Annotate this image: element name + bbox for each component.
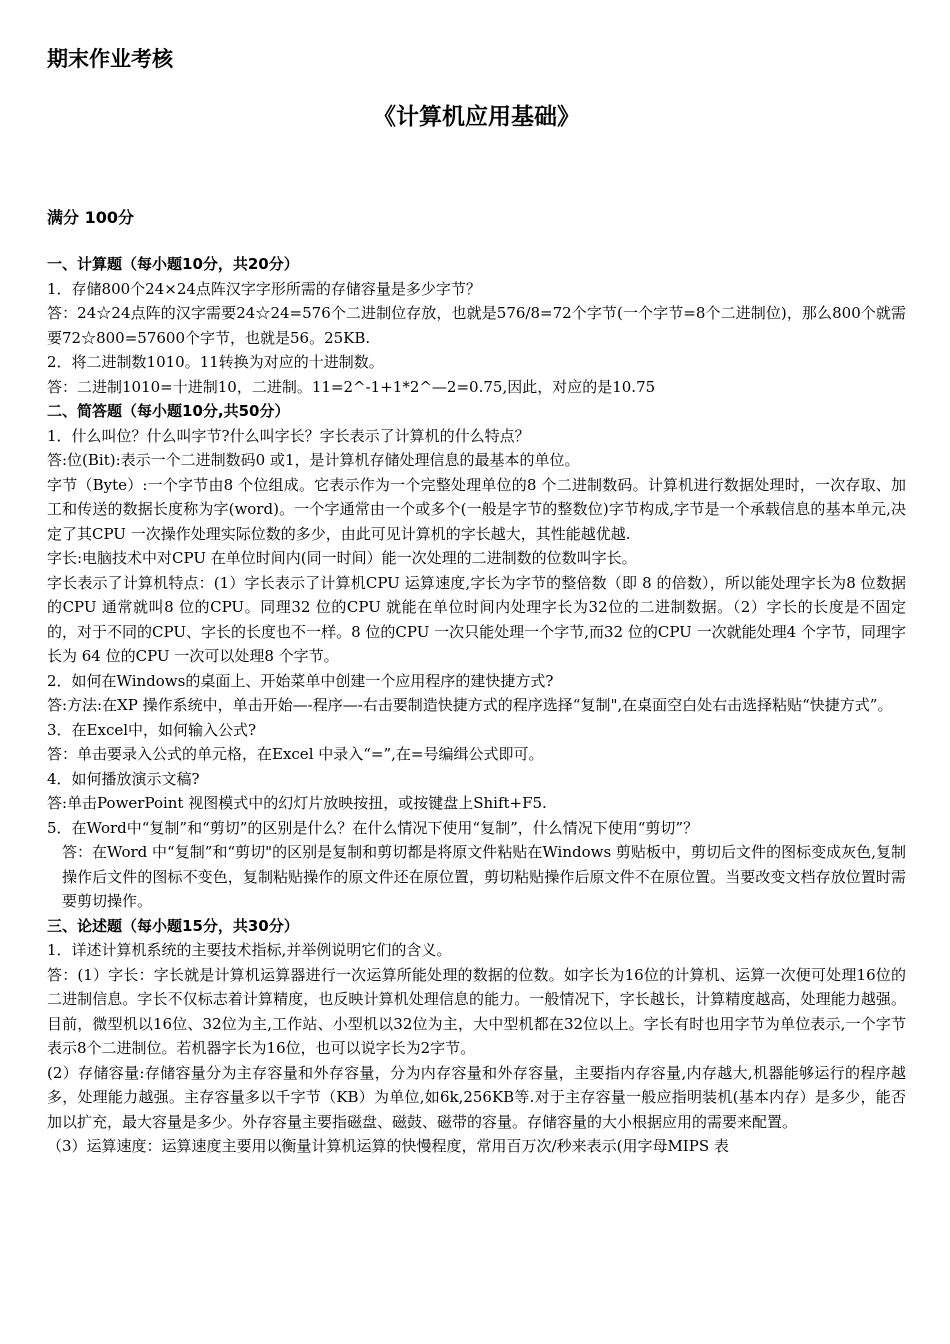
paragraph: 答:方法:在XP 操作系统中，单击开始—-程序—-右击要制造快捷方式的程序选择“复制",在桌面空白处右击选择粘贴“快捷方式”。 [47, 696, 893, 714]
paragraph: 答：在Word 中“复制”和“剪切"的区别是复制和剪切都是将原文件粘贴在Windows 剪贴板中，剪切后文件的图标变成灰色,复制操作后文件的图标不变色，复制粘贴操作的原文件还在原位置，剪切粘贴操作后原文件不在原位置。当要改变文档存放位置时需要剪切操作。 [62, 843, 906, 910]
paragraph: 答：24☆24点阵的汉字需要24☆24=576个二进制位存放，也就是576/8=72个字节(一个字节=8个二进制位)，那么800个就需要72☆800=57600个字节，也就是56。25KB. [47, 304, 906, 347]
paragraph: 答:位(Bit):表示一个二进制数码0 或1，是计算机存储处理信息的最基本的单位。 [47, 451, 580, 469]
paragraph: 1．什么叫位？什么叫字节?什么叫字长？字长表示了计算机的什么特点？ [47, 426, 530, 445]
paragraph: （3）运算速度：运算速度主要用以衡量计算机运算的快慢程度，常用百万次/秒来表示(用字母MIPS 表 [47, 1137, 729, 1155]
section-heading: 二、简答题（每小题10分,共50分） [47, 402, 290, 420]
paragraph: 4．如何播放演示文稿? [47, 769, 200, 788]
paragraph: 答：单击要录入公式的单元格，在Excel 中录入“=”,在=号编缉公式即可。 [47, 745, 544, 763]
paragraph: 答：二进制1010=十进制10，二进制。11=2^-1+1*2^—2=0.75,因此，对应的是10.75 [47, 377, 656, 396]
paragraph: 字节（Byte）:一个字节由8 个位组成。它表示作为一个完整处理单位的8 个二进制数码。计算机进行数据处理时，一次存取、加工和传送的数据长度称为字(word)。一个字通常由一个或多个(一般是字节的整数位)字节构成,字节是一个承载信息的基本单元,决定了其CPU 一次操作处理实际位数的多少，由此可见计算机的字长越大，其性能越优越. [47, 475, 906, 543]
section-heading: 一、计算题（每小题10分，共20分） [47, 255, 299, 273]
paragraph: 3．在Excel中，如何输入公式? [47, 720, 257, 739]
paragraph: 字长表示了计算机特点：(1）字长表示了计算机CPU 运算速度,字长为字节的整倍数（即 8 的倍数），所以能处理字长为8 位数据的CPU 通常就叫8 位的CPU。同理32 位的CPU 就能在单位时间内处理字长为32位的二进制数据。（2）字长的长度是不固定的，对于不同的CPU、字长的长度也不一样。8 位的CPU 一次只能处理一个字节,而32 位的CPU 一次就能处理4 个字节，同理字长为 64 位的CPU 一次可以处理8 个字节。 [47, 573, 906, 665]
paragraph: 1．存储800个24×24点阵汉字字形所需的存储容量是多少字节？ [47, 279, 481, 298]
paragraph: (2）存储容量:存储容量分为主存容量和外存容量，分为内存容量和外存容量，主要指内存容量,内存越大,机器能够运行的程序越多，处理能力越强。主存容量多以千字节（KB）为单位,如6k,256KB等.对于主存容量一般应指明装机(基本内存）是多少，能否加以扩充，最大容量是多少。外存容量主要指磁盘、磁鼓、磁带的容量。存储容量的大小根据应用的需要来配置。 [47, 1063, 906, 1131]
full-score: 满分 100分 [47, 208, 134, 227]
paragraph: 2．如何在Windows的桌面上、开始菜单中创建一个应用程序的建快捷方式? [47, 671, 554, 690]
paragraph: 答:单击PowerPoint 视图模式中的幻灯片放映按扭，或按键盘上Shift+F5. [47, 794, 547, 812]
section-heading: 三、论述题（每小题15分，共30分） [47, 916, 299, 935]
paragraph: 2．将二进制数1010。11转换为对应的十进制数。 [47, 353, 384, 371]
course-title: 《计算机应用基础》 [373, 104, 580, 130]
exam-label: 期末作业考核 [47, 47, 173, 71]
paragraph: 答：(1）字长：字长就是计算机运算器进行一次运算所能处理的数据的位数。如字长为16位的计算机、运算一次便可处理16位的二进制信息。字长不仅标志着计算精度，也反映计算机处理信息的能力。一般情况下，字长越长，计算精度越高，处理能力越强。目前，微型机以16位、32位为主,工作站、小型机以32位为主，大中型机都在32位以上。字长有时也用字节为单位表示,一个字节表示8个二进制位。若机器字长为16位，也可以说字长为2字节。 [47, 965, 906, 1057]
paragraph: 字长:电脑技术中对CPU 在单位时间内(同一时间）能一次处理的二进制数的位数叫字长。 [47, 549, 637, 567]
paragraph: 1．详述计算机系统的主要技术指标,并举例说明它们的含义。 [47, 941, 452, 959]
paragraph: 5．在Word中“复制”和“剪切”的区别是什么？在什么情况下使用“复制”，什么情况下使用“剪切”？ [47, 818, 699, 837]
document-body [47, 252, 906, 1159]
